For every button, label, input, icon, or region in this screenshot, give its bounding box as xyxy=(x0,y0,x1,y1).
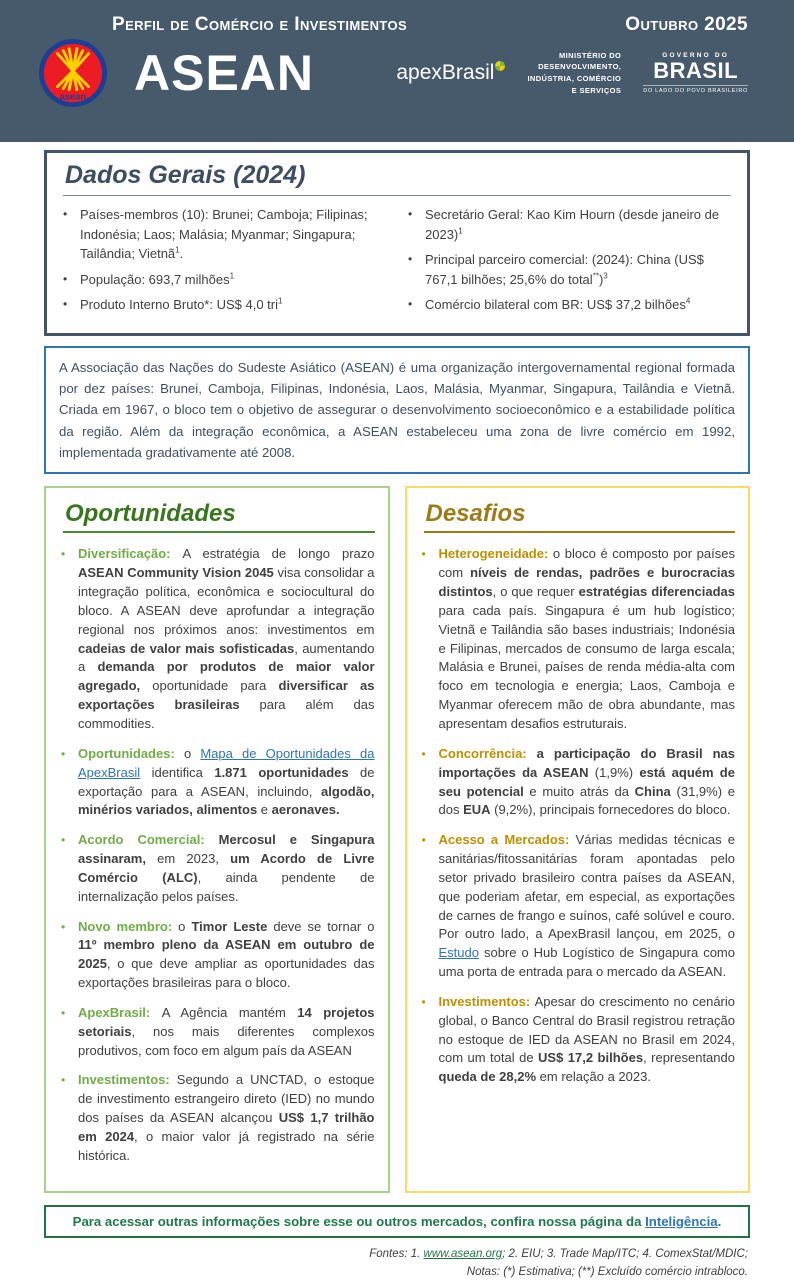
list-item xyxy=(61,1071,375,1165)
header-main-row xyxy=(38,38,748,108)
text-segment: , o que deve ampliar as oportunidades das exportações brasileiras para o bloco. xyxy=(78,956,375,990)
text-segment: US$ 1,7 trilhão em 2024 xyxy=(78,1110,375,1144)
text-segment: Apesar do crescimento no cenário global, o Banco Central do Brasil registrou retração no estoque de IED da ASEAN no Brasil em 2024, com um total de xyxy=(439,994,736,1066)
text-segment: um Acordo de Livre Comércio (ALC) xyxy=(78,851,374,885)
inline-link[interactable]: Inteligência xyxy=(645,1214,718,1229)
bullet-text xyxy=(439,745,736,820)
bullet-dot: • xyxy=(61,831,78,906)
list-item xyxy=(408,205,731,244)
brasil-tagline: DO LADO DO POVO BRASILEIRO xyxy=(643,85,748,94)
dados-gerais-columns xyxy=(63,205,731,321)
list-item xyxy=(422,993,736,1087)
ministry-line: MINISTÉRIO DO xyxy=(527,50,621,62)
bullet-dot: • xyxy=(61,745,78,820)
bullet-text xyxy=(78,831,375,906)
bullet-dot: • xyxy=(422,545,439,733)
desafios-box xyxy=(405,486,751,1192)
text-segment: A estratégia de longo prazo xyxy=(183,546,375,561)
dados-gerais-title: Dados Gerais (2024) xyxy=(65,161,731,190)
oportunidades-box xyxy=(44,486,390,1192)
text-segment: Produto Interno Bruto*: US$ 4,0 tri xyxy=(80,297,278,312)
text-segment: ; 2. EIU; 3. Trade Map/ITC; 4. ComexStat/MDIC; xyxy=(502,1248,748,1260)
governo-brasil-logo xyxy=(643,52,748,93)
asean-logo-icon xyxy=(38,38,108,108)
list-item xyxy=(408,295,731,315)
text-segment: 11º membro pleno da ASEAN em outubro de 2025 xyxy=(78,937,375,971)
text-segment: 14 projetos setoriais xyxy=(78,1005,375,1039)
text-segment: para cada país. Singapura é um hub logístico; Vietnã e Tailândia são bases industriais; Indonésia e Filipinas, mercados de consumo de larga escala; Malásia e Brunei, países de renda média-alta com foco em tecnologia e energia; Laos, Camboja e Myanmar oferecem mão de obra abundante, mas apresentam desafios estruturais. xyxy=(439,603,736,731)
bullet-text xyxy=(80,205,386,264)
bullet-text xyxy=(425,205,731,244)
text-segment: 1 xyxy=(230,271,234,280)
text-segment: US$ 17,2 bilhões xyxy=(538,1050,643,1065)
text-segment: identifica xyxy=(140,765,214,780)
text-segment: Diversificação: xyxy=(78,546,183,561)
text-segment: (9,2%), principais fornecedores do bloco. xyxy=(491,802,731,817)
text-segment: Timor Leste xyxy=(191,919,267,934)
text-segment: estratégias diferenciadas xyxy=(579,584,735,599)
list-item xyxy=(63,205,386,264)
text-segment: para além das commodities. xyxy=(78,697,375,731)
list-item xyxy=(63,270,386,290)
bullet-dot: • xyxy=(61,545,78,733)
sources-line xyxy=(44,1246,748,1264)
bullet-dot: • xyxy=(61,918,78,993)
bullet-dot: • xyxy=(61,1071,78,1165)
text-segment: a participação do Brasil nas importações da ASEAN xyxy=(439,746,735,780)
text-segment: 4 xyxy=(686,297,690,306)
list-item xyxy=(61,918,375,993)
text-segment: aeronaves. xyxy=(272,802,340,817)
bullet-dot: • xyxy=(63,270,80,290)
list-item xyxy=(63,295,386,315)
text-segment: Fontes: 1. xyxy=(369,1248,423,1260)
bullet-text xyxy=(78,918,375,993)
ministry-logo xyxy=(527,50,621,97)
apexbrasil-logo xyxy=(396,61,505,85)
text-segment: o xyxy=(184,746,200,761)
text-segment: , o maior valor já registrado na série histórica. xyxy=(78,1129,375,1163)
text-segment: Secretário Geral: Kao Kim Hourn (desde janeiro de 2023) xyxy=(425,207,719,242)
text-segment: ) xyxy=(599,272,603,287)
text-segment: sobre o Hub Logístico de Singapura como uma porta de entrada para o mercado da ASEAN. xyxy=(439,945,736,979)
notes-line xyxy=(44,1264,748,1281)
text-segment: , aumentando a xyxy=(78,641,375,675)
text-segment: Heterogeneidade: xyxy=(439,546,553,561)
text-segment: demanda por produtos de maior valor agregado, xyxy=(78,659,375,693)
bullet-text xyxy=(439,831,736,982)
desafios-title: Desafios xyxy=(426,500,736,528)
dados-gerais-right-column xyxy=(408,205,731,321)
ministry-line: E SERVIÇOS xyxy=(527,85,621,97)
bullet-dot: • xyxy=(408,295,425,315)
text-segment: População: 693,7 milhões xyxy=(80,272,230,287)
text-segment: deve se tornar o xyxy=(267,919,374,934)
dados-gerais-divider xyxy=(63,195,731,196)
text-segment: (1,9%) xyxy=(589,765,640,780)
text-segment: de exportação para a ASEAN, incluindo, xyxy=(78,765,375,799)
text-segment: 1 xyxy=(278,297,282,306)
bullet-text xyxy=(78,545,375,733)
list-item xyxy=(61,1004,375,1061)
bullet-text xyxy=(78,1071,375,1165)
text-segment: A Associação das Nações do Sudeste Asiático (ASEAN) é uma organização intergovernamental regional formada por dez países: Brunei, Camboja, Filipinas, Indonésia, Laos, Malásia, Myanmar, Singapura, Tailândia e Vietnã. Criada em 1967, o bloco tem o objetivo de assegurar o desenvolvimento socioeconômico e a estabilidade política da região. Além da integração econômica, a ASEAN estabeleceu uma zona de livre comércio em 1992, implementada gradativamente até 2008. xyxy=(59,360,735,461)
sources-notes xyxy=(44,1246,750,1281)
text-segment: em relação a 2023. xyxy=(536,1069,651,1084)
text-segment: o xyxy=(178,919,191,934)
apexbrasil-logo-text: apexBrasil xyxy=(396,61,494,84)
oportunidades-title: Oportunidades xyxy=(65,500,375,528)
bullet-dot: • xyxy=(408,250,425,289)
text-segment: , o que requer xyxy=(493,584,579,599)
bullet-dot: • xyxy=(408,205,425,244)
list-item xyxy=(61,545,375,733)
text-segment: Países-membros (10): Brunei; Camboja; Filipinas; Indonésia; Laos; Malásia; Myanmar; Singapura; Tailândia; Vietnã xyxy=(80,207,368,261)
bullet-text xyxy=(439,993,736,1087)
governo-do-label: GOVERNO DO xyxy=(643,52,748,59)
text-segment: e muito atrás da xyxy=(524,784,635,799)
bullet-text xyxy=(80,270,386,290)
bullet-text xyxy=(439,545,736,733)
inline-link[interactable]: Estudo xyxy=(439,945,479,960)
two-column-section xyxy=(44,486,750,1192)
list-item xyxy=(422,545,736,733)
text-segment: Várias medidas técnicas e sanitárias/fitossanitárias foram apontadas pelo setor privado brasileiro contra países da ASEAN, que poderiam afetar, em especial, as exportações de carnes de frango e suínos, café solúvel e couro. Por outro lado, a ApexBrasil lançou, em 2025, o xyxy=(439,832,736,941)
text-segment: queda de 28,2% xyxy=(439,1069,537,1084)
dados-gerais-box xyxy=(44,150,750,336)
text-segment: Concorrência: xyxy=(439,746,537,761)
inline-link[interactable]: www.asean.org xyxy=(424,1248,503,1260)
document-title: Perfil de Comércio e Investimentos xyxy=(112,14,407,36)
bullet-dot: • xyxy=(422,831,439,982)
text-segment: oportunidade para xyxy=(140,678,278,693)
text-segment: 1.871 oportunidades xyxy=(214,765,348,780)
text-segment: Para acessar outras informações sobre esse ou outros mercados, confira nossa página da xyxy=(73,1214,645,1229)
text-segment: em 2023, xyxy=(146,851,230,866)
document-date: Outubro 2025 xyxy=(625,14,748,36)
bullet-dot: • xyxy=(422,993,439,1087)
svg-text:asean: asean xyxy=(60,91,87,101)
text-segment: Investimentos: xyxy=(78,1072,177,1087)
text-segment: , nos mais diferentes complexos produtivos, com foco em algum país da ASEAN xyxy=(78,1024,375,1058)
text-segment: Comércio bilateral com BR: US$ 37,2 bilhões xyxy=(425,297,686,312)
text-segment: 1 xyxy=(458,226,462,235)
text-segment: Oportunidades: xyxy=(78,746,184,761)
bullet-dot: • xyxy=(422,745,439,820)
about-asean-box xyxy=(44,346,750,475)
bullet-dot: • xyxy=(63,205,80,264)
bullet-text xyxy=(78,1004,375,1061)
text-segment: algodão, minérios variados, alimentos xyxy=(78,784,375,818)
brasil-wordmark: BRASIL xyxy=(643,59,748,82)
apexbrasil-swirl-icon xyxy=(495,61,505,71)
bullet-text xyxy=(425,295,731,315)
text-segment: ASEAN Community Vision 2045 xyxy=(78,565,274,580)
text-segment: cadeias de valor mais sofisticadas xyxy=(78,641,294,656)
list-item xyxy=(422,831,736,982)
text-segment: está aquém de seu potencial xyxy=(439,765,735,799)
bullet-dot: • xyxy=(63,295,80,315)
bullet-text xyxy=(78,745,375,820)
bullet-text xyxy=(425,250,731,289)
text-segment: . xyxy=(718,1214,722,1229)
dados-gerais-left-column xyxy=(63,205,386,321)
inline-link[interactable]: Mapa de Oportunidades da ApexBrasil xyxy=(78,746,375,780)
bullet-text xyxy=(80,295,386,315)
text-segment: Principal parceiro comercial: (2024): China (US$ 767,1 bilhões; 25,6% do total xyxy=(425,252,704,287)
ministry-line: INDÚSTRIA, COMÉRCIO xyxy=(527,73,621,85)
text-segment: ApexBrasil: xyxy=(78,1005,162,1020)
list-item xyxy=(61,745,375,820)
text-segment: A Agência mantém xyxy=(162,1005,298,1020)
header-top-row xyxy=(38,14,748,36)
text-segment: 1 xyxy=(175,246,179,255)
list-item xyxy=(408,250,731,289)
text-segment: níveis de rendas, padrões e burocracias distintos xyxy=(439,565,736,599)
partner-logos xyxy=(396,50,748,97)
text-segment: China xyxy=(635,784,671,799)
text-segment: Notas: (*) Estimativa; (**) Excluído comércio intrabloco. xyxy=(467,1266,748,1278)
text-segment: 3 xyxy=(603,271,607,280)
list-item xyxy=(61,831,375,906)
text-segment: ** xyxy=(593,271,599,280)
text-segment: diversificar as exportações brasileiras xyxy=(78,678,374,712)
text-segment: e xyxy=(257,802,271,817)
bullet-dot: • xyxy=(61,1004,78,1061)
oportunidades-divider xyxy=(63,531,375,533)
ministry-line: DESENVOLVIMENTO, xyxy=(527,61,621,73)
list-item xyxy=(422,745,736,820)
text-segment: EUA xyxy=(463,802,490,817)
text-segment: Segundo a UNCTAD, o estoque de investimento estrangeiro direto (IED) no mundo dos países da ASEAN alcançou xyxy=(78,1072,375,1125)
text-segment: Novo membro: xyxy=(78,919,178,934)
text-segment: Acordo Comercial: xyxy=(78,832,219,847)
more-info-banner xyxy=(44,1205,750,1238)
desafios-divider xyxy=(424,531,736,533)
text-segment: Acesso a Mercados: xyxy=(439,832,576,847)
text-segment: , ainda pendente de internalização pelos países. xyxy=(78,870,375,904)
text-segment: visa consolidar a integração política, econômica e sociocultural do bloco. A ASEAN deve aprofundar a integração regional nos próximos anos: investimentos em xyxy=(78,565,375,637)
page-header xyxy=(0,0,794,142)
page-content xyxy=(0,142,794,1281)
text-segment: , representando xyxy=(643,1050,735,1065)
text-segment: (31,9%) e dos xyxy=(439,784,735,818)
text-segment: Mercosul e Singapura assinaram, xyxy=(78,832,375,866)
text-segment: . xyxy=(180,246,184,261)
text-segment: Investimentos: xyxy=(439,994,535,1009)
text-segment: o bloco é composto por países com xyxy=(439,546,735,580)
region-title: ASEAN xyxy=(134,48,314,98)
